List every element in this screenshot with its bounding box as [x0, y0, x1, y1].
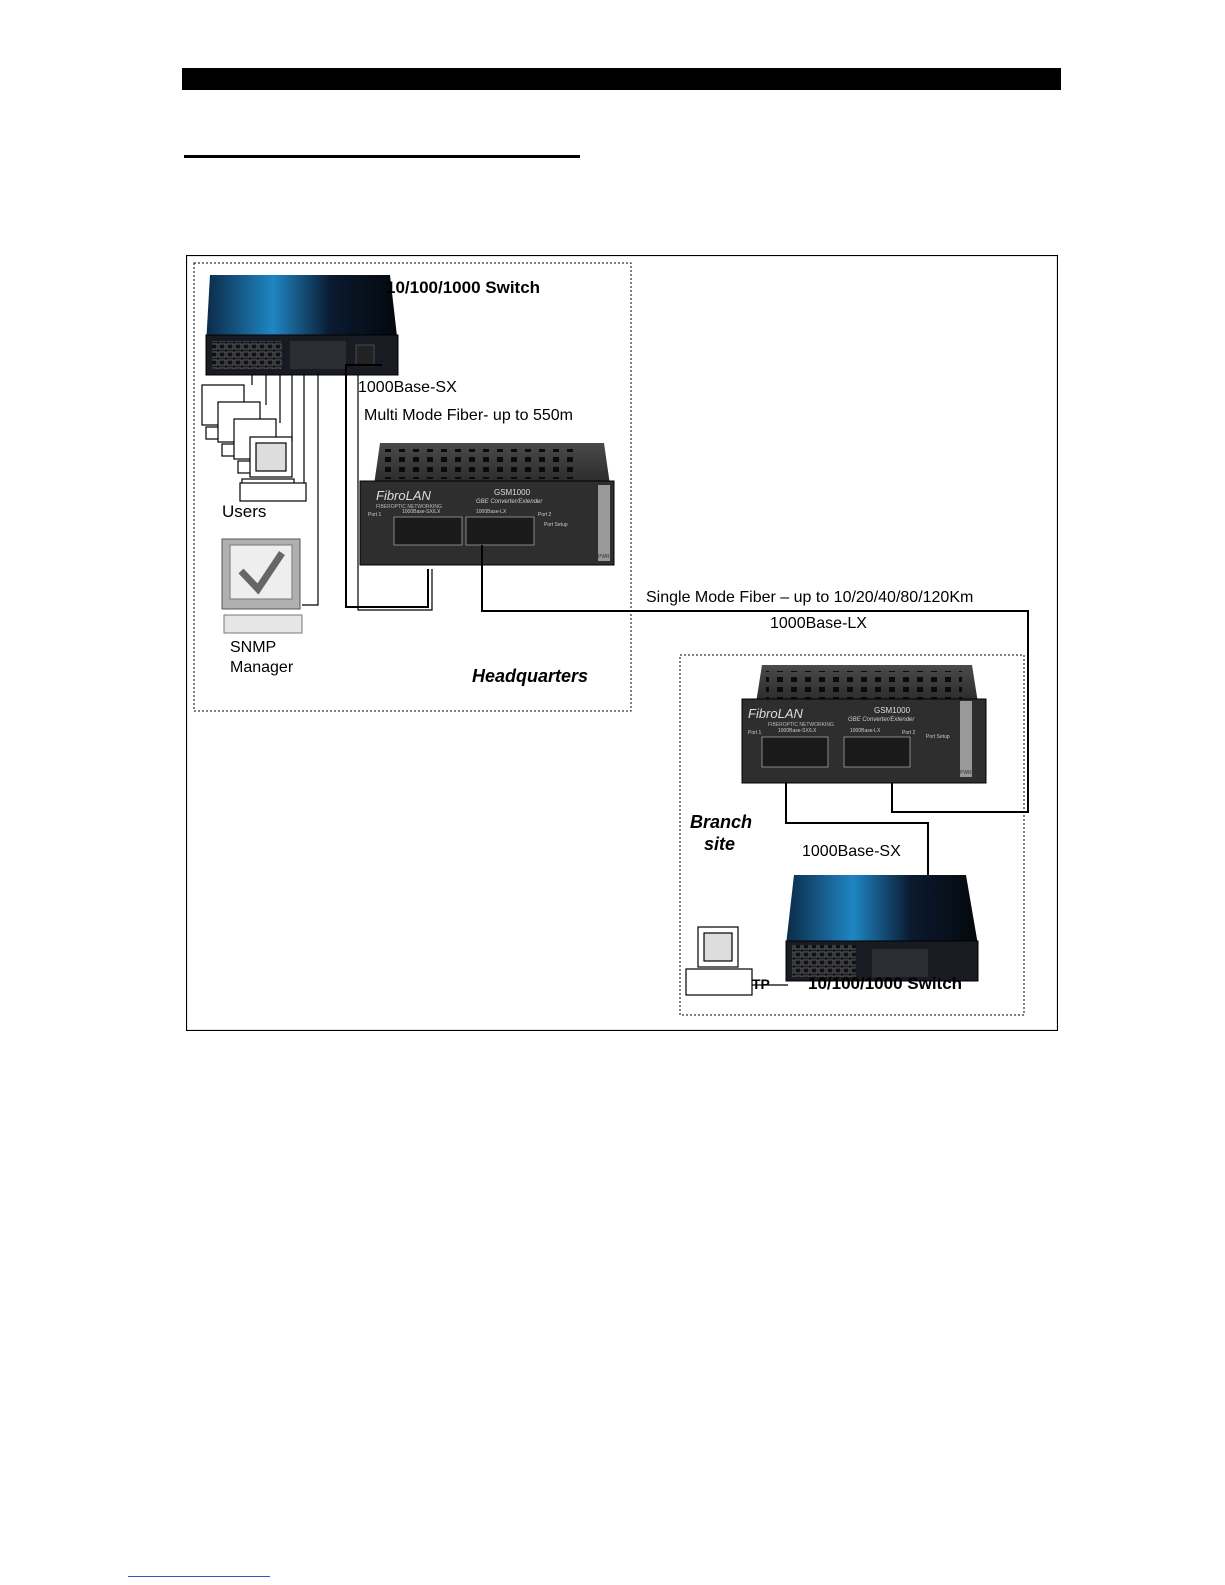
hq-converter-brand-sub: FIBEROPTIC NETWORKING	[376, 504, 442, 510]
branch-converter-port-setup: Port Setup	[926, 734, 950, 740]
users-label: Users	[222, 502, 267, 521]
hq-converter-subtitle: GBE Converter/Extender	[476, 499, 543, 505]
hq-uplink-fiber-label: Multi Mode Fiber- up to 550m	[364, 407, 573, 424]
hq-converter-brand: FibroLAN	[376, 488, 431, 503]
branch-converter-port1: Port 1	[748, 730, 762, 736]
wan-type-label: 1000Base-LX	[770, 615, 867, 632]
hq-uplink-type-label: 1000Base-SX	[358, 379, 457, 396]
wan-fiber-label: Single Mode Fiber – up to 10/20/40/80/120Km	[646, 589, 974, 606]
branch-converter-brand: FibroLAN	[748, 706, 803, 721]
hq-converter-port-setup: Port Setup	[544, 522, 568, 528]
section-title-underline	[184, 155, 580, 158]
tp-pc	[686, 927, 788, 995]
hq-switch-device	[206, 275, 398, 375]
diagram-graphics	[186, 255, 1058, 1031]
branch-label-line2: site	[704, 834, 736, 854]
hq-converter-pwr: PWR	[598, 554, 610, 560]
branch-converter-brand-sub: FIBEROPTIC NETWORKING	[768, 722, 834, 728]
hq-converter-sx: 1000Base-SX/LX	[402, 509, 441, 515]
branch-converter-port2: Port 2	[902, 730, 916, 736]
snmp-manager-pc	[222, 539, 302, 633]
branch-switch-label: 10/100/1000 Switch	[808, 974, 963, 993]
branch-converter-model: GSM1000	[874, 706, 911, 715]
branch-converter-subtitle: GBE Converter/Extender	[848, 717, 915, 723]
branch-label-line1: Branch	[690, 812, 753, 832]
hq-converter-port2: Port 2	[538, 512, 552, 518]
branch-uplink-type-label: 1000Base-SX	[802, 843, 901, 860]
users-pcs	[202, 385, 306, 501]
branch-converter-pwr: PWR	[960, 770, 972, 776]
snmp-label-line2: Manager	[230, 659, 294, 676]
hq-converter-lx: 1000Base-LX	[476, 509, 507, 515]
network-diagram	[186, 255, 1058, 1031]
branch-switch-device	[786, 875, 978, 981]
hq-switch-label: 10/100/1000 Switch	[386, 278, 541, 297]
snmp-label-line1: SNMP	[230, 639, 277, 656]
headquarters-label: Headquarters	[472, 666, 589, 686]
footer-link-underline	[128, 1576, 270, 1577]
branch-converter-lx: 1000Base-LX	[850, 728, 881, 734]
hq-converter-model: GSM1000	[494, 488, 531, 497]
branch-converter-sx: 1000Base-SX/LX	[778, 728, 817, 734]
header-bar	[182, 68, 1061, 90]
tp-label: TP	[752, 976, 770, 992]
hq-converter-port1: Port 1	[368, 512, 382, 518]
